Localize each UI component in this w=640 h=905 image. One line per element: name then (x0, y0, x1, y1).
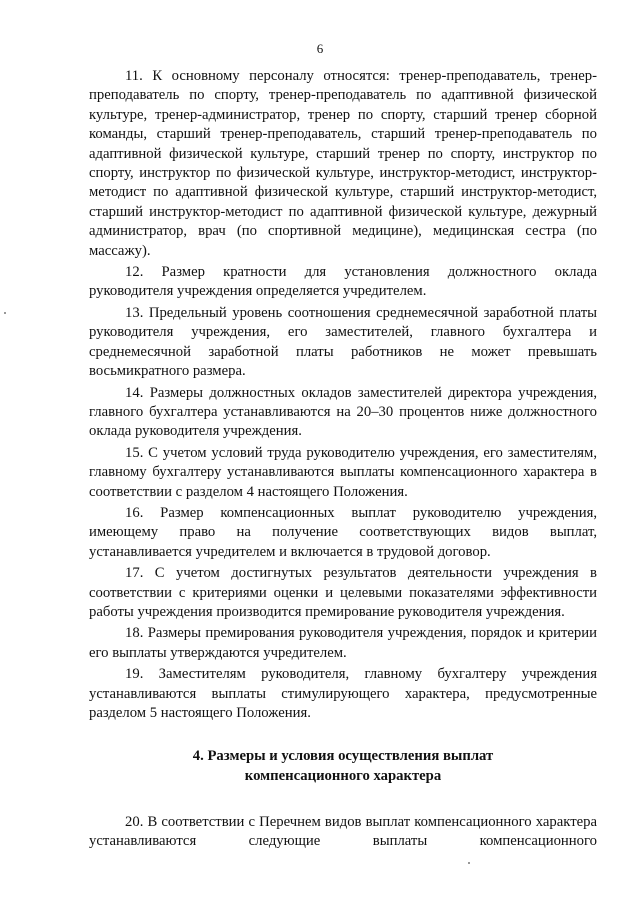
paragraph-11: 11. К основному персоналу относятся: тренер-преподаватель, тренер-преподаватель по спорту, тренер-преподаватель по адаптивной физической культуре, тренер-администратор, тренер по спорту, старший тренер сборной команды, старший тренер-преподаватель, старший тренер-преподаватель по адаптивной физической культуре, старший тренер по спорту, инструктор по спорту, инструктор по физической культуре, инструктор-методист, инструктор-методист по адаптивной физической культуре, старший инструктор-методист, старший инструктор-методист по адаптивной физической культуре, дежурный администратор, врач (по спортивной медицине), медицинская сестра (по массажу). (89, 68, 597, 259)
section-heading-line-2: компенсационного характера (244, 768, 442, 784)
scan-speck (4, 312, 6, 314)
section-heading-line-1: 4. Размеры и условия осуществления выплат (192, 748, 494, 765)
paragraph-12: 12. Размер кратности для установления должностного оклада руководителя учреждения определяется учредителем. (89, 264, 597, 300)
paragraph-18: 18. Размеры премирования руководителя учреждения, порядок и критерии его выплаты утверждаются учредителем. (89, 625, 597, 661)
scan-speck (468, 862, 470, 864)
paragraph-19: 19. Заместителям руководителя, главному бухгалтеру учреждения устанавливаются выплаты стимулирующего характера, предусмотренные разделом 5 настоящего Положения. (89, 666, 597, 721)
page-number: 6 (316, 41, 324, 56)
paragraph-14: 14. Размеры должностных окладов заместителей директора учреждения, главного бухгалтера устанавливаются на 20–30 процентов ниже должностного оклада руководителя учреждения. (89, 384, 597, 440)
paragraph-15: 15. С учетом условий труда руководителю учреждения, его заместителям, главному бухгалтеру устанавливаются выплаты компенсационного характера в соответствии с разделом 4 настоящего Положения. (89, 444, 597, 500)
section-heading (89, 747, 597, 786)
document-body (89, 67, 597, 851)
paragraph-20: 20. В соответствии с Перечнем видов выплат компенсационного характера устанавливаются следующие выплаты компенсационного (89, 813, 597, 849)
paragraph-16: 16. Размер компенсационных выплат руководителю учреждения, имеющему право на получение соответствующих видов выплат, устанавливается учредителем и включается в трудовой договор. (89, 504, 597, 560)
paragraph-17: 17. С учетом достигнутых результатов деятельности учреждения в соответствии с критериями оценки и целевыми показателями эффективности работы учреждения производится премирование руководителя учреждения. (89, 565, 597, 620)
paragraph-13: 13. Предельный уровень соотношения среднемесячной заработной платы руководителя учреждения, его заместителей, главного бухгалтера и среднемесячной заработной платы работников не может превышать восьмикратного размера. (89, 304, 597, 380)
